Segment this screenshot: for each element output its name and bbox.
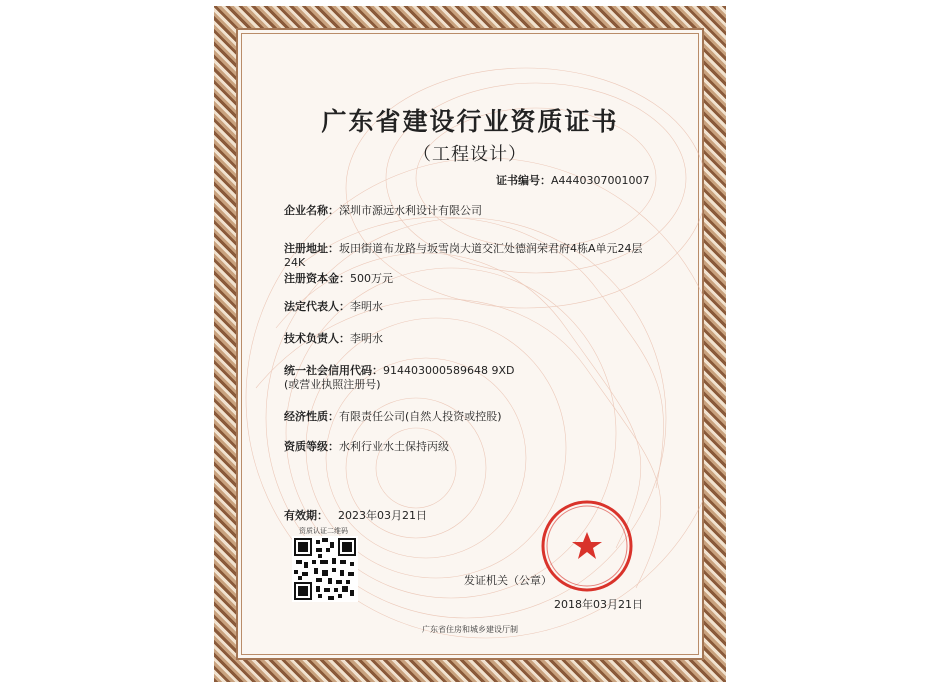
field-credit-code <box>284 364 514 378</box>
tech-lead-label: 技术负责人： <box>284 332 350 345</box>
field-validity <box>284 509 427 523</box>
certificate-number-value: A4440307001007 <box>551 174 650 187</box>
legal-rep-value: 李明水 <box>350 300 383 313</box>
credit-code-value: 914403000589648 9XD <box>383 364 515 377</box>
field-company <box>284 204 482 218</box>
certificate-number-label: 证书编号： <box>496 174 551 187</box>
company-value: 深圳市源远水利设计有限公司 <box>339 204 482 217</box>
capital-value: 500万元 <box>350 272 393 285</box>
issue-date: 2018年03月21日 <box>554 598 643 611</box>
field-credit-code-sub <box>284 378 381 392</box>
issuer-label: 发证机关（公章） <box>464 574 552 587</box>
address-label: 注册地址： <box>284 242 339 255</box>
address-value-line2: 24K <box>284 256 306 269</box>
nature-label: 经济性质： <box>284 410 339 423</box>
field-tech-lead <box>284 332 383 346</box>
certificate-subtitle: （工程设计） <box>413 144 527 165</box>
field-address <box>284 242 643 256</box>
capital-label: 注册资本金： <box>284 272 350 285</box>
validity-label: 有效期： <box>284 509 328 522</box>
field-nature <box>284 410 502 424</box>
nature-value: 有限责任公司(自然人投资或控股) <box>339 410 502 423</box>
grade-label: 资质等级： <box>284 440 339 453</box>
field-grade <box>284 440 449 454</box>
certificate-title: 广东省建设行业资质证书 <box>321 107 619 136</box>
address-value-line1: 坂田街道布龙路与坂雪岗大道交汇处德润荣君府4栋A单元24层 <box>339 242 643 255</box>
certificate <box>214 6 726 682</box>
field-capital <box>284 272 393 286</box>
company-label: 企业名称： <box>284 204 339 217</box>
qr-caption: 资质认证二维码 <box>299 527 348 535</box>
qr-code[interactable] <box>292 536 358 602</box>
credit-code-label: 统一社会信用代码： <box>284 364 383 377</box>
official-seal <box>539 498 635 594</box>
field-address-line2 <box>284 256 305 270</box>
certificate-number <box>496 172 650 188</box>
legal-rep-label: 法定代表人： <box>284 300 350 313</box>
field-legal-rep <box>284 300 383 314</box>
issuing-authority-footer: 广东省住房和城乡建设厅制 <box>422 625 518 634</box>
credit-code-sub: (或营业执照注册号) <box>284 378 381 391</box>
validity-value: 2023年03月21日 <box>338 509 427 522</box>
tech-lead-value: 李明水 <box>350 332 383 345</box>
grade-value: 水利行业水土保持丙级 <box>339 440 449 453</box>
